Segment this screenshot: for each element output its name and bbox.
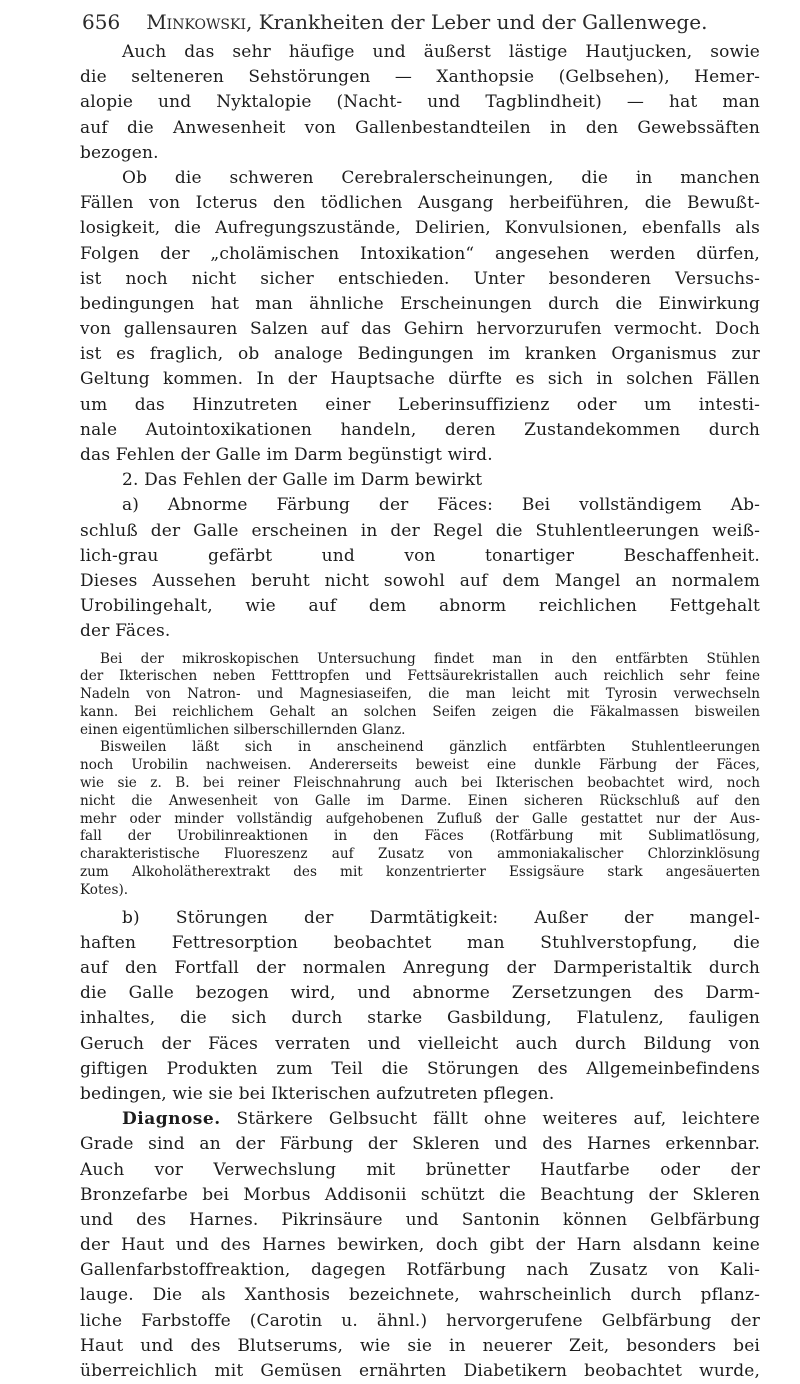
text-line: der Haut und des Harnes bewirken, doch gibt der Harn alsdann keine <box>80 1235 760 1256</box>
diagnosis-heading: Diagnose. <box>122 1109 221 1130</box>
text-line: das Fehlen der Galle im Darm begünstigt wird. <box>80 445 493 465</box>
paragraph-bowel-disorders <box>80 906 760 1108</box>
text-line: a) Abnorme Färbung der Fäces: Bei vollständigem Ab- <box>122 495 760 516</box>
text-line: alopie und Nyktalopie (Nacht- und Tagblindheit) — hat man <box>80 92 760 113</box>
text-line: bedingungen hat man ähnliche Erscheinungen durch die Einwirkung <box>80 293 760 314</box>
text-line: und des Harnes. Pikrinsäure und Santonin können Gelbfärbung <box>80 1209 760 1230</box>
section-heading: 2. Das Fehlen der Galle im Darm bewirkt <box>122 470 483 491</box>
text-line: giftigen Produkten zum Teil die Störungen des Allgemeinbefindens <box>80 1058 760 1079</box>
text-line: nale Autointoxikationen handeln, deren Zustandekommen durch <box>80 419 760 440</box>
note-line: nicht die Anwesenheit von Galle im Darme. Einen sicheren Rückschluß auf den <box>80 792 760 809</box>
text-line: lauge. Die als Xanthosis bezeichnete, wahrscheinlich durch pflanz- <box>80 1285 760 1306</box>
text-line: die Galle bezogen wird, und abnorme Zersetzungen des Darm- <box>80 983 760 1004</box>
text-line: Grade sind an der Färbung der Skleren und des Harnes erkennbar. <box>80 1134 760 1155</box>
text-line: auf die Anwesenheit von Gallenbestandteilen in den Gewebssäften <box>80 117 760 138</box>
text-line-rest: Stärkere Gelbsucht fällt ohne weiteres auf, leichtere <box>220 1109 760 1130</box>
note-line: Nadeln von Natron- und Magnesiaseifen, die man leicht mit Tyrosin verwechseln <box>80 686 760 703</box>
header-title: Krankheiten der Leber und der Gallenwege. <box>258 10 708 34</box>
text-line <box>80 1107 760 1132</box>
running-header <box>82 8 782 36</box>
note-line: Bei der mikroskopischen Untersuchung findet man in den entfärbten Stühlen <box>100 650 760 667</box>
text-line: b) Störungen der Darmtätigkeit: Außer der mangel- <box>122 907 760 928</box>
note-urobilin <box>80 739 760 899</box>
text-line: schluß der Galle erscheinen in der Regel die Stuhlentleerungen weiß- <box>80 520 760 541</box>
note-line: zum Alkoholätherextrakt des mit konzentrierter Essigsäure stark angesäuerten <box>80 864 760 881</box>
note-line: einen eigentümlichen silberschillernden Glanz. <box>80 721 406 738</box>
text-line: auf den Fortfall der normalen Anregung der Darmperistaltik durch <box>80 958 760 979</box>
text-line: um das Hinzutreten einer Leberinsuffizienz oder um intesti- <box>80 394 760 415</box>
note-line: Kotes). <box>80 881 129 898</box>
note-line: fall der Urobilinreaktionen in den Fäces (Rotfärbung mit Sublimatlösung, <box>80 828 760 845</box>
text-line: Geltung kommen. In der Hauptsache dürfte es sich in solchen Fällen <box>80 369 760 390</box>
note-line: der Ikterischen neben Fetttropfen und Fettsäurekristallen auch reichlich sehr feine <box>80 668 760 685</box>
text-line: liche Farbstoffe (Carotin u. ähnl.) hervorgerufene Gelbfärbung der <box>80 1310 760 1331</box>
text-line: überreichlich mit Gemüsen ernährten Diabetikern beobachtet wurde, <box>80 1361 760 1382</box>
text-line: Auch vor Verwechslung mit brünetter Hautfarbe oder der <box>80 1159 760 1180</box>
paragraph-section-2 <box>80 468 760 493</box>
page-number: 656 <box>82 10 121 34</box>
text-line: Urobilingehalt, wie auf dem abnorm reichlichen Fettgehalt <box>80 596 760 617</box>
header-author: Minkowski, <box>146 10 253 34</box>
text-line: Folgen der „cholämischen Intoxikation“ angesehen werden dürfen, <box>80 243 760 264</box>
paragraph-faeces-color <box>80 493 760 644</box>
note-line: wie sie z. B. bei reiner Fleischnahrung auch bei Ikterischen beobachtet wird, noch <box>80 775 760 792</box>
text-line: Dieses Aussehen beruht nicht sowohl auf dem Mangel an normalem <box>80 570 760 591</box>
note-microscopic <box>80 651 760 740</box>
text-line: von gallensauren Salzen auf das Gehirn hervorzurufen vermocht. Doch <box>80 319 760 340</box>
text-line: lich-grau gefärbt und von tonartiger Beschaffenheit. <box>80 545 760 566</box>
text-line: die selteneren Sehstörungen — Xanthopsie (Gelbsehen), Hemer- <box>80 67 760 88</box>
note-line: Bisweilen läßt sich in anscheinend gänzlich entfärbten Stuhlentleerungen <box>100 739 760 756</box>
text-line: losigkeit, die Aufregungszustände, Delirien, Konvulsionen, ebenfalls als <box>80 218 760 239</box>
text-line: Bronzefarbe bei Morbus Addisonii schützt die Beachtung der Skleren <box>80 1184 760 1205</box>
note-line: noch Urobilin nachweisen. Andererseits beweist eine dunkle Färbung der Fäces, <box>80 757 760 774</box>
body-text <box>80 40 760 1384</box>
note-line: mehr oder minder vollständig aufgehobenen Zufluß der Galle gestattet nur der Aus- <box>80 810 760 827</box>
text-line: bedingen, wie sie bei Ikterischen aufzutreten pflegen. <box>80 1083 555 1104</box>
note-line: charakteristische Fluoreszenz auf Zusatz von ammoniakalischer Chlorzinklösung <box>80 846 760 863</box>
text-line: ist noch nicht sicher entschieden. Unter besonderen Versuchs- <box>80 268 760 289</box>
text-line: haften Fettresorption beobachtet man Stuhlverstopfung, die <box>80 932 760 953</box>
text-line: inhaltes, die sich durch starke Gasbildung, Flatulenz, fauligen <box>80 1008 760 1029</box>
text-line: Haut und des Blutserums, wie sie in neuerer Zeit, besonders bei <box>80 1335 760 1356</box>
text-line: der Fäces. <box>80 621 171 642</box>
note-line: kann. Bei reichlichem Gehalt an solchen Seifen zeigen die Fäkalmassen bisweilen <box>80 703 760 720</box>
text-line: bezogen. <box>80 142 159 163</box>
text-line: Ob die schweren Cerebralerscheinungen, die in manchen <box>122 167 760 188</box>
text-line: Auch das sehr häufige und äußerst lästige Hautjucken, sowie <box>122 42 760 62</box>
text-line: ist es fraglich, ob analoge Bedingungen im kranken Organismus zur <box>80 344 760 365</box>
paragraph-cerebral <box>80 166 760 468</box>
paragraph-itching <box>80 40 760 166</box>
text-line: Geruch der Fäces verraten und vielleicht auch durch Bildung von <box>80 1033 760 1054</box>
text-line: Fällen von Icterus den tödlichen Ausgang herbeiführen, die Bewußt- <box>80 193 760 214</box>
paragraph-diagnosis <box>80 1107 760 1384</box>
text-line: Gallenfarbstoffreaktion, dagegen Rotfärbung nach Zusatz von Kali- <box>80 1260 760 1281</box>
